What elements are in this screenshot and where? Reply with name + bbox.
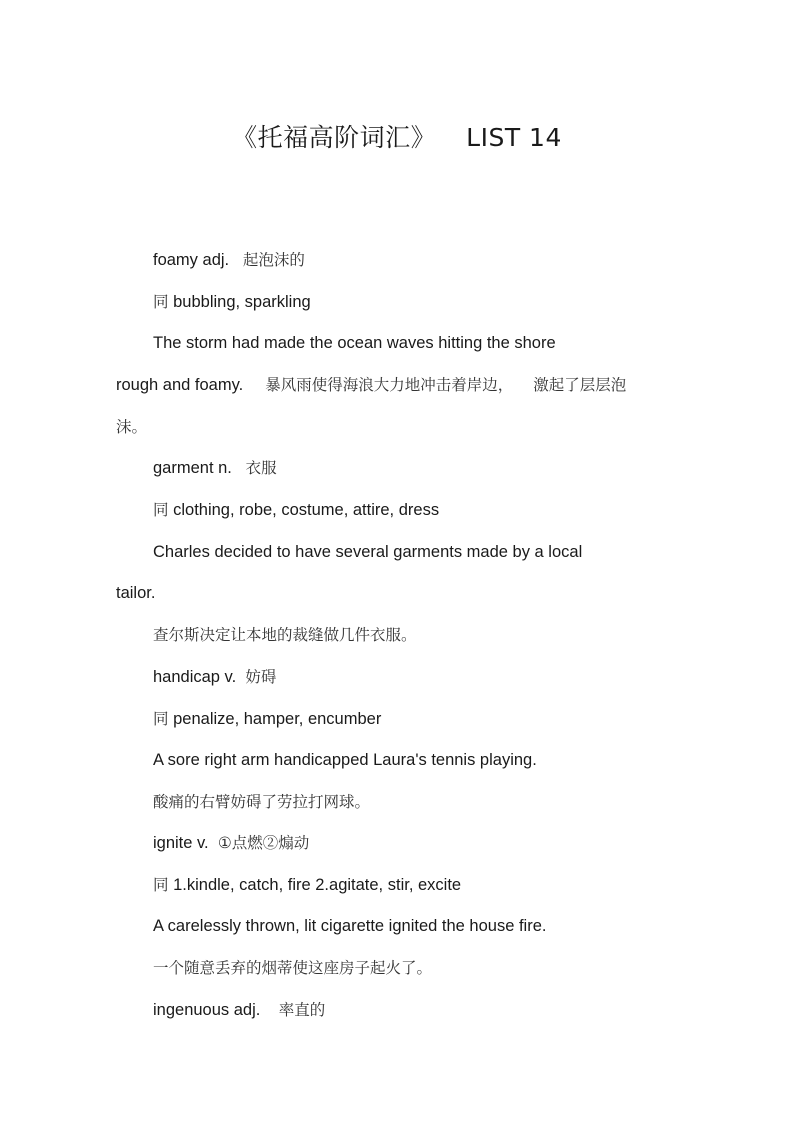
- translation-part-2: 激起了层层泡: [533, 376, 627, 394]
- example-sentence: The storm had made the ocean waves hitting the shore: [153, 334, 556, 352]
- headword: handicap v.: [153, 668, 237, 686]
- example-sentence: A sore right arm handicapped Laura's tennis playing.: [153, 751, 537, 769]
- example-continuation: [116, 374, 626, 396]
- definition: 率直的: [278, 1001, 326, 1019]
- headword: ignite v.: [153, 834, 209, 852]
- headword-line: [153, 832, 309, 854]
- synonyms: 1.kindle, catch, fire 2.agitate, stir, excite: [173, 876, 462, 894]
- synonym-line: [153, 499, 439, 521]
- headword: garment n.: [153, 459, 232, 477]
- headword: foamy adj.: [153, 251, 230, 269]
- title-list-number: LIST 14: [466, 123, 562, 152]
- title-chinese: 《托福高阶词汇》: [232, 123, 437, 152]
- definition: 起泡沫的: [242, 251, 305, 269]
- page-title: [0, 118, 794, 154]
- headword-line: [153, 666, 276, 688]
- headword-line: [153, 457, 277, 479]
- synonym-line: [153, 874, 461, 896]
- definition: ①点燃②煽动: [217, 834, 310, 852]
- synonyms: bubbling, sparkling: [173, 293, 311, 311]
- synonym-marker: 同: [153, 876, 169, 894]
- example-sentence: A carelessly thrown, lit cigarette ignited the house fire.: [153, 917, 547, 935]
- example-sentence: Charles decided to have several garments made by a local: [153, 543, 583, 561]
- headword: ingenuous adj.: [153, 1001, 261, 1019]
- translation: 酸痛的右臂妨碍了劳拉打网球。: [153, 793, 371, 811]
- example-end: rough and foamy.: [116, 376, 244, 394]
- translation: 一个随意丢弃的烟蒂使这座房子起火了。: [153, 959, 433, 977]
- synonym-marker: 同: [153, 501, 169, 519]
- translation: 查尔斯决定让本地的裁缝做几件衣服。: [153, 626, 417, 644]
- synonym-line: [153, 708, 381, 730]
- headword-line: [153, 999, 325, 1021]
- translation-part-1: 暴风雨使得海浪大力地冲击着岸边，: [265, 376, 514, 394]
- synonym-marker: 同: [153, 710, 169, 728]
- synonyms: penalize, hamper, encumber: [173, 710, 382, 728]
- definition: 衣服: [245, 459, 277, 477]
- synonyms: clothing, robe, costume, attire, dress: [173, 501, 440, 519]
- synonym-line: [153, 291, 311, 313]
- headword-line: [153, 249, 305, 271]
- synonym-marker: 同: [153, 293, 169, 311]
- definition: 妨碍: [245, 668, 277, 686]
- translation-continuation: 沫。: [116, 418, 148, 436]
- example-continuation: tailor.: [116, 584, 156, 602]
